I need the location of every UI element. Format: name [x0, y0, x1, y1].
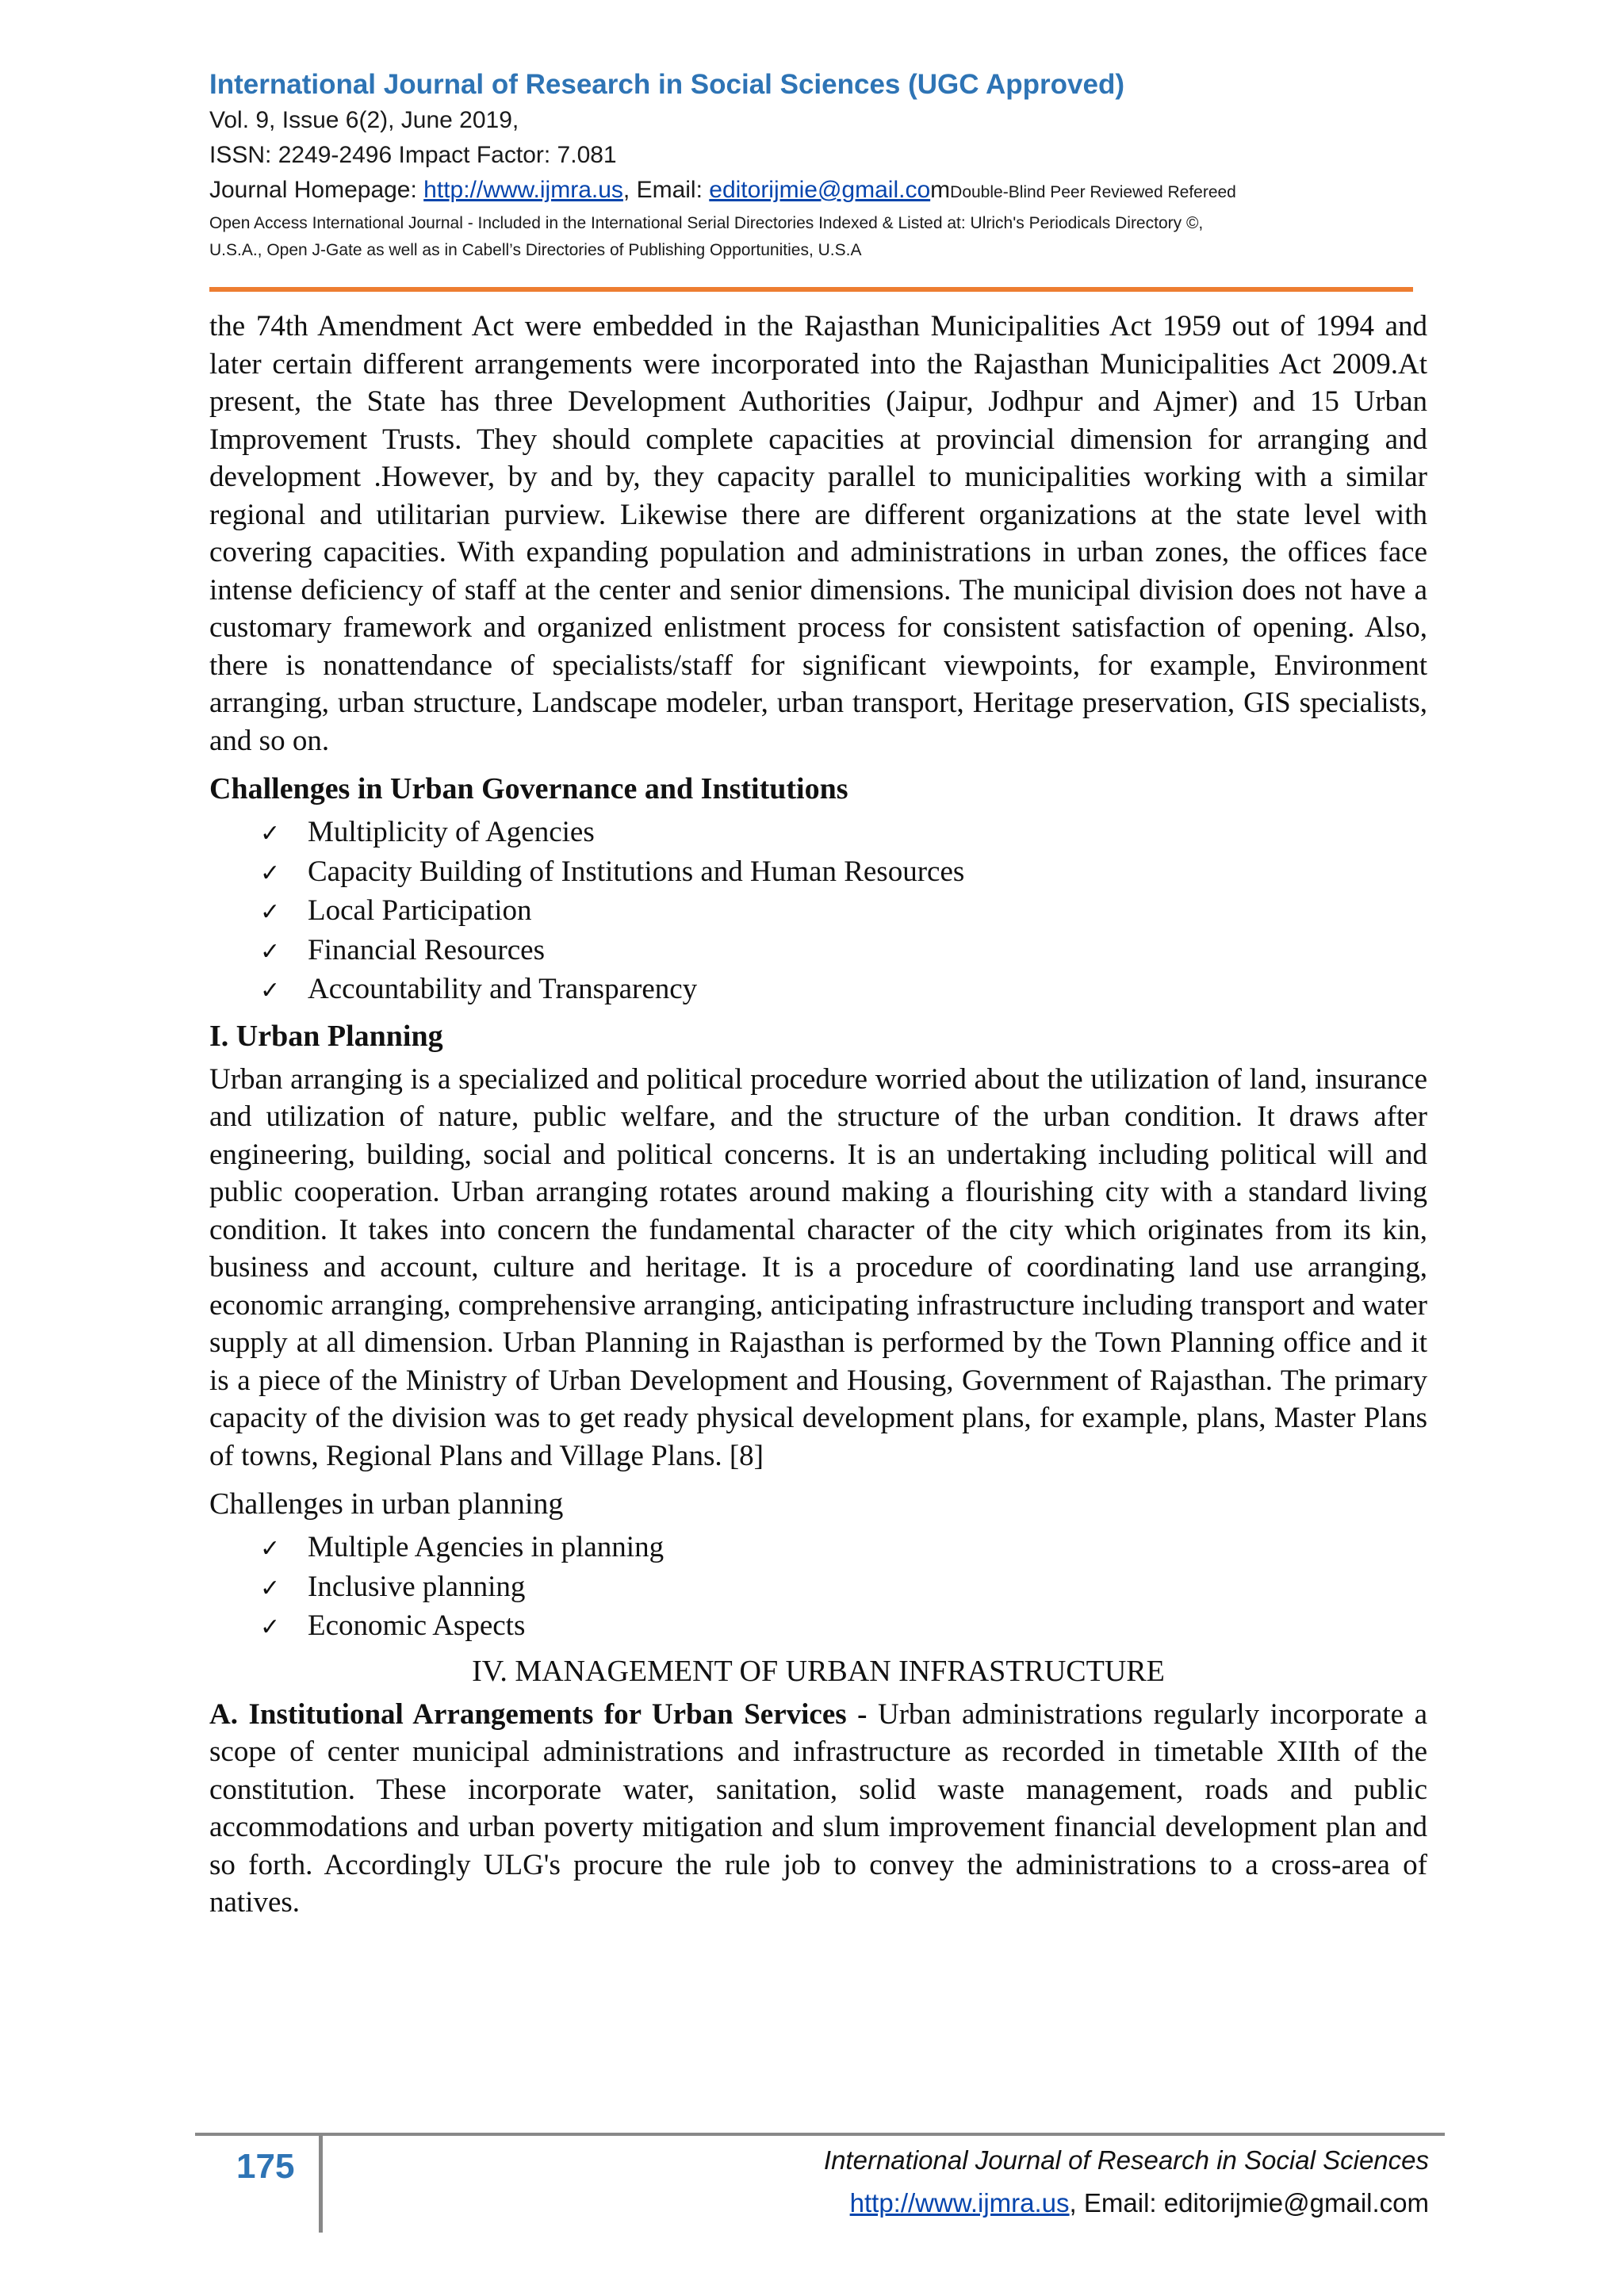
list-item: ✓ Local Participation: [260, 892, 1427, 932]
journal-title: International Journal of Research in Social Sciences (UGC Approved): [209, 69, 1124, 100]
footer-vertical-divider: [319, 2134, 323, 2233]
list-item: ✓ Economic Aspects: [260, 1607, 1427, 1647]
footer-divider: [195, 2133, 1445, 2136]
paragraph-lead: A. Institutional Arrangements for Urban Services -: [209, 1697, 878, 1731]
section-heading-infrastructure: IV. MANAGEMENT OF URBAN INFRASTRUCTURE: [472, 1654, 1165, 1688]
paragraph-urban-planning: Urban arranging is a specialized and political procedure worried about the utilization of land, insurance and utilization of nature, public welfare, and the structure of the urban condition. It draws after engineering, building, social and political concerns. It is an undertaking including political will and public cooperation. Urban arranging rotates around making a flourishing city with a standard living condition. It takes into concern the fundamental character of the city which originates from its kin, business and account, culture and heritage. It is a procedure of coordinating land use arranging, economic arranging, comprehensive arranging, anticipating infrastructure including transport and water supply at all dimension. Urban Planning in Rajasthan is performed by the Town Planning office and it is a piece of the Ministry of Urban Development and Housing, Government of Rajasthan. The primary capacity of the division was to get ready physical development plans, for example, plans, Master Plans of towns, Regional Plans and Village Plans. [8]: [209, 1062, 1427, 1472]
checkmark-icon: ✓: [260, 898, 281, 926]
list-item: ✓ Financial Resources: [260, 932, 1427, 971]
homepage-line: [209, 173, 1431, 210]
email-link[interactable]: editorijmie@gmail.co: [709, 177, 931, 203]
email-label: , Email:: [622, 177, 710, 203]
checkmark-icon: ✓: [260, 1535, 281, 1563]
indexing-line-1: Open Access International Journal - Included in the International Serial Directories Indexed & Listed at: Ulrich's Periodicals Directory ©,: [209, 214, 1204, 232]
governance-challenges-list: [209, 813, 1427, 1010]
list-item: ✓ Capacity Building of Institutions and Human Resources: [260, 853, 1427, 893]
list-item: ✓ Inclusive planning: [260, 1568, 1427, 1608]
list-item: ✓ Accountability and Transparency: [260, 970, 1427, 1010]
heading-planning-challenges: Challenges in urban planning: [209, 1487, 564, 1521]
page-number: 175: [236, 2147, 295, 2186]
peer-review-note: Double-Blind Peer Reviewed Refereed: [950, 183, 1236, 201]
heading-governance-challenges: Challenges in Urban Governance and Institutions: [209, 772, 848, 806]
checkmark-icon: ✓: [260, 1613, 281, 1641]
header-divider: [209, 287, 1413, 292]
article-body: [209, 308, 1427, 1931]
heading-urban-planning: I. Urban Planning: [209, 1019, 443, 1053]
planning-challenges-list: [209, 1529, 1427, 1647]
page-header: [209, 67, 1431, 264]
list-item: ✓ Multiple Agencies in planning: [260, 1529, 1427, 1568]
footer-url-link[interactable]: http://www.ijmra.us: [849, 2188, 1070, 2218]
footer-contact: [850, 2188, 1429, 2218]
list-item: ✓ Multiplicity of Agencies: [260, 813, 1427, 853]
checkmark-icon: ✓: [260, 937, 281, 966]
footer-email: , Email: editorijmie@gmail.com: [1069, 2188, 1429, 2218]
checkmark-icon: ✓: [260, 1574, 281, 1602]
paragraph-municipal-acts: the 74th Amendment Act were embedded in the Rajasthan Municipalities Act 1959 out of 1994 and later certain different arrangements were incorporated into the Rajasthan Municipalities Act 2009.At present, the State has three Development Authorities (Jaipur, Jodhpur and Ajmer) and 15 Urban Improvement Trusts. They should complete capacities at provincial dimension for arranging and development .However, by and by, they capacity parallel to municipalities working with a similar regional and utilitarian purview. Likewise there are different organizations at the state level with covering capacities. With expanding population and administrations in urban zones, the offices face intense deficiency of staff at the center and senior dimensions. The municipal division does not have a customary framework and organized enlistment process for consistent satisfaction of opening. Also, there is nonattendance of specialists/staff for significant viewpoints, for example, Environment arranging, urban structure, Landscape modeler, urban transport, Heritage preservation, GIS specialists, and so on.: [209, 310, 1427, 757]
footer-journal-name: International Journal of Research in Social Sciences: [823, 2145, 1429, 2175]
email-tail: m: [930, 177, 951, 203]
issn-info: ISSN: 2249-2496 Impact Factor: 7.081: [209, 142, 617, 168]
indexing-line-2: U.S.A., Open J-Gate as well as in Cabell’s Directories of Publishing Opportunities, U.S.A: [209, 241, 862, 259]
homepage-label: Journal Homepage:: [209, 177, 424, 203]
checkmark-icon: ✓: [260, 820, 281, 848]
volume-info: Vol. 9, Issue 6(2), June 2019,: [209, 107, 519, 133]
paragraph-institutional-arrangements: A. Institutional Arrangements for Urban Services - Urban administrations regularly incorporate a scope of center municipal administrations and infrastructure as recorded in timetable XIIth of the constitution. These incorporate water, sanitation, solid waste management, roads and public accommodations and urban poverty mitigation and slum improvement financial development plan and so forth. Accordingly ULG's procure the rule job to convey the administrations to a cross-area of natives.: [209, 1697, 1428, 1919]
homepage-link[interactable]: http://www.ijmra.us: [423, 177, 623, 203]
checkmark-icon: ✓: [260, 977, 281, 1004]
checkmark-icon: ✓: [260, 859, 281, 887]
